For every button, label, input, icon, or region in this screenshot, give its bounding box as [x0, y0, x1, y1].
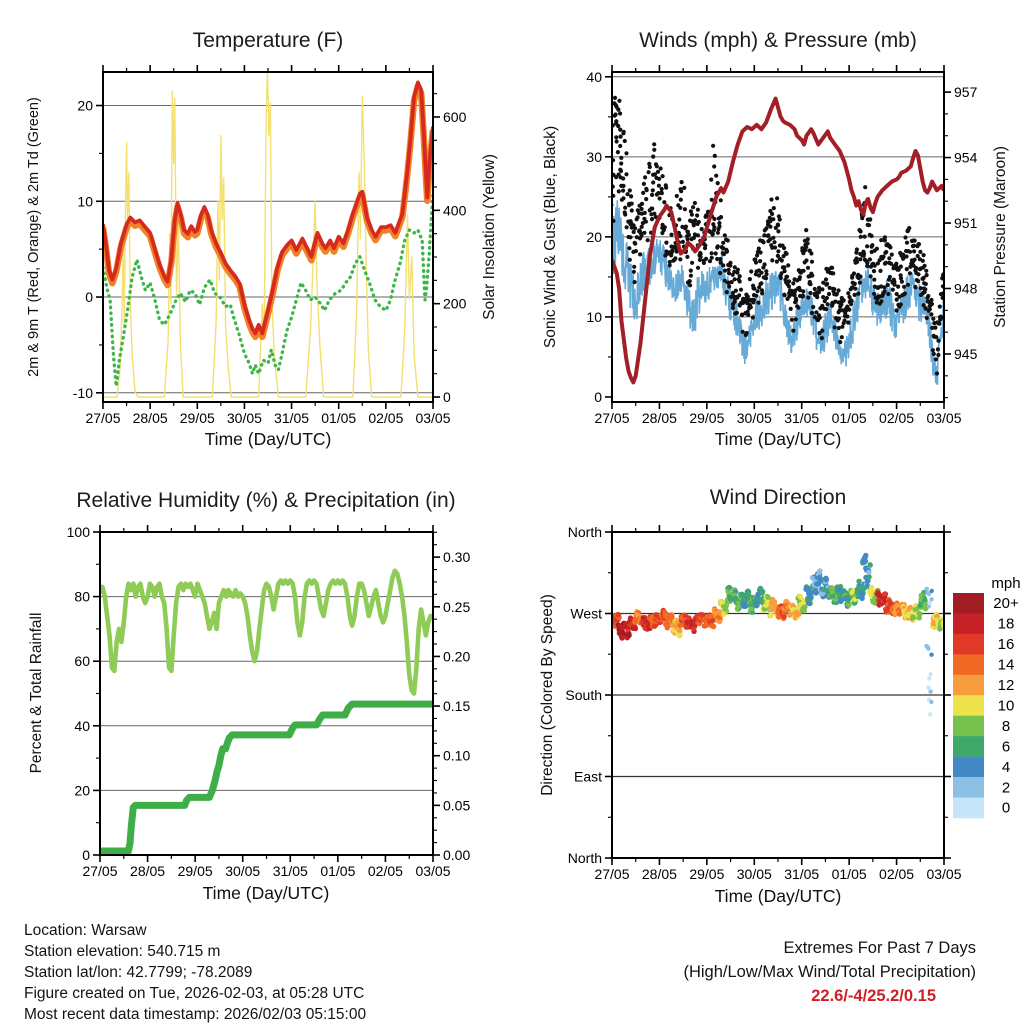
x-tick-label: 29/05	[689, 866, 725, 882]
y-tick-label: 951	[954, 215, 978, 232]
temperature-yaxis-label: 2m & 9m T (Red, Orange) & 2m Td (Green)	[26, 97, 42, 377]
y-tick-label: 20	[77, 97, 93, 114]
x-tick-label: 01/05	[321, 410, 357, 426]
x-tick-label: 02/05	[368, 410, 404, 426]
x-tick-label: 30/05	[225, 863, 261, 879]
extremes-subtitle: (High/Low/Max Wind/Total Precipitation)	[683, 963, 976, 981]
y-tick-label: 0	[82, 847, 90, 863]
y-tick-label: 200	[443, 295, 467, 312]
speed-legend-swatch	[953, 634, 984, 655]
y-tick-label: 30	[586, 148, 602, 165]
x-tick-label: 03/05	[415, 863, 451, 879]
station-elevation: Station elevation: 540.715 m	[24, 943, 221, 960]
speed-legend-label: 8	[1001, 717, 1011, 735]
y-tick-label: West	[570, 605, 602, 622]
x-tick-label: 29/05	[177, 863, 213, 879]
winddir-series-wind-direction-dots	[610, 553, 948, 717]
y-tick-label: 0	[443, 389, 451, 406]
x-tick-label: 28/05	[641, 866, 677, 882]
pressure-yaxis-label: Station Pressure (Maroon)	[992, 146, 1009, 328]
speed-legend	[953, 575, 1021, 818]
x-tick-label: 01/05	[831, 866, 867, 882]
speed-legend-swatch	[953, 613, 984, 634]
speed-legend-swatch	[953, 716, 984, 737]
speed-legend-label: 4	[1001, 758, 1011, 776]
y-tick-label: -10	[72, 384, 93, 401]
x-tick-label: 30/05	[736, 866, 772, 882]
y-tick-label: 40	[586, 68, 602, 85]
x-tick-label: 30/05	[736, 410, 772, 426]
speed-legend-label: 16	[997, 636, 1015, 654]
x-tick-label: 02/05	[367, 863, 403, 879]
x-tick-label: 31/05	[784, 410, 820, 426]
direction-yaxis-label: Direction (Colored By Speed)	[539, 594, 556, 796]
x-tick-label: 31/05	[272, 863, 308, 879]
y-tick-label: 0.00	[443, 847, 471, 863]
x-tick-label: 27/05	[594, 866, 630, 882]
x-tick-label: 27/05	[85, 410, 121, 426]
speed-legend-swatch	[953, 695, 984, 716]
x-tick-label: 02/05	[879, 866, 915, 882]
y-tick-label: East	[573, 768, 602, 785]
x-tick-label: 03/05	[926, 410, 962, 426]
speed-legend-title: mph	[991, 575, 1021, 592]
y-tick-label: 400	[443, 202, 467, 219]
speed-legend-swatch	[953, 736, 984, 757]
y-tick-label: 0.10	[443, 747, 471, 764]
speed-legend-swatch	[953, 757, 984, 778]
speed-legend-swatch	[953, 654, 984, 675]
x-tick-label: 02/05	[879, 410, 915, 426]
x-tick-label: 01/05	[320, 863, 356, 879]
speed-legend-swatch	[953, 798, 984, 819]
y-tick-label: 957	[954, 84, 978, 101]
temperature-xaxis-label: Time (Day/UTC)	[204, 429, 332, 449]
speed-legend-label: 2	[1001, 779, 1011, 797]
solar-insolation-yaxis-label: Solar Insolation (Yellow)	[481, 154, 498, 320]
x-tick-label: 28/05	[130, 863, 166, 879]
y-tick-label: 0.05	[443, 797, 471, 814]
x-tick-label: 28/05	[132, 410, 168, 426]
sonic-wind-yaxis-label: Sonic Wind & Gust (Blue, Black)	[542, 125, 559, 349]
winds-chart-title: Winds (mph) & Pressure (mb)	[639, 29, 917, 52]
winddir-ticks	[565, 524, 961, 882]
x-tick-label: 01/05	[831, 410, 867, 426]
most-recent-timestamp: Most recent data timestamp: 2026/02/03 05:15:00	[24, 1006, 367, 1023]
x-tick-label: 30/05	[226, 410, 262, 426]
x-tick-label: 31/05	[784, 866, 820, 882]
y-tick-label: 0	[85, 289, 93, 306]
speed-legend-label: 6	[1001, 738, 1011, 756]
extremes-title: Extremes For Past 7 Days	[783, 939, 976, 957]
y-tick-label: 0	[594, 388, 602, 405]
y-tick-label: 0.25	[443, 598, 471, 615]
winds-xaxis-label: Time (Day/UTC)	[714, 429, 842, 449]
speed-legend-label: 18	[997, 615, 1015, 633]
speed-legend-label: 10	[997, 697, 1015, 715]
x-tick-label: 27/05	[594, 410, 630, 426]
y-tick-label: 20	[586, 228, 602, 245]
x-tick-label: 31/05	[274, 410, 310, 426]
speed-legend-label: 0	[1001, 799, 1011, 817]
speed-legend-swatch	[953, 675, 984, 696]
y-tick-label: 945	[954, 345, 978, 362]
speed-legend-swatch	[953, 777, 984, 798]
station-location: Location: Warsaw	[24, 922, 147, 939]
y-tick-label: North	[567, 850, 602, 866]
x-tick-label: 28/05	[641, 410, 677, 426]
y-tick-label: 10	[586, 308, 602, 325]
station-latlon: Station lat/lon: 42.7799; -78.2089	[24, 964, 253, 981]
y-tick-label: 0.15	[443, 698, 471, 715]
temperature-chart-title: Temperature (F)	[192, 29, 344, 52]
y-tick-label: 0.30	[443, 549, 471, 566]
percent-rainfall-yaxis-label: Percent & Total Rainfall	[28, 612, 45, 774]
y-tick-label: 600	[443, 108, 467, 125]
y-tick-label: North	[567, 524, 602, 540]
y-tick-label: 60	[74, 653, 90, 670]
wind-direction-xaxis-label: Time (Day/UTC)	[714, 886, 842, 906]
y-tick-label: 20	[74, 782, 90, 799]
y-tick-label: 948	[954, 280, 978, 297]
x-tick-label: 27/05	[82, 863, 118, 879]
speed-legend-swatch	[953, 593, 984, 614]
speed-legend-label: 14	[997, 656, 1015, 674]
x-tick-label: 03/05	[415, 410, 451, 426]
winddir-plot-area	[610, 553, 948, 717]
speed-legend-label: 20+	[993, 595, 1019, 613]
y-tick-label: South	[565, 687, 602, 703]
figure-created: Figure created on Tue, 2026-02-03, at 05:28 UTC	[24, 985, 365, 1002]
extremes-value: 22.6/-4/25.2/0.15	[811, 987, 936, 1005]
y-tick-label: 10	[77, 193, 93, 210]
speed-legend-label: 12	[997, 677, 1015, 694]
x-tick-label: 29/05	[179, 410, 215, 426]
x-tick-label: 03/05	[926, 866, 962, 882]
y-tick-label: 0.20	[443, 648, 471, 665]
wind-direction-chart-title: Wind Direction	[709, 486, 847, 509]
y-tick-label: 100	[66, 524, 90, 540]
humidity-chart-title: Relative Humidity (%) & Precipitation (in)	[76, 489, 456, 512]
y-tick-label: 954	[954, 149, 978, 166]
y-tick-label: 80	[74, 588, 90, 605]
x-tick-label: 29/05	[689, 410, 725, 426]
humidity-xaxis-label: Time (Day/UTC)	[202, 883, 330, 903]
y-tick-label: 40	[74, 717, 90, 734]
